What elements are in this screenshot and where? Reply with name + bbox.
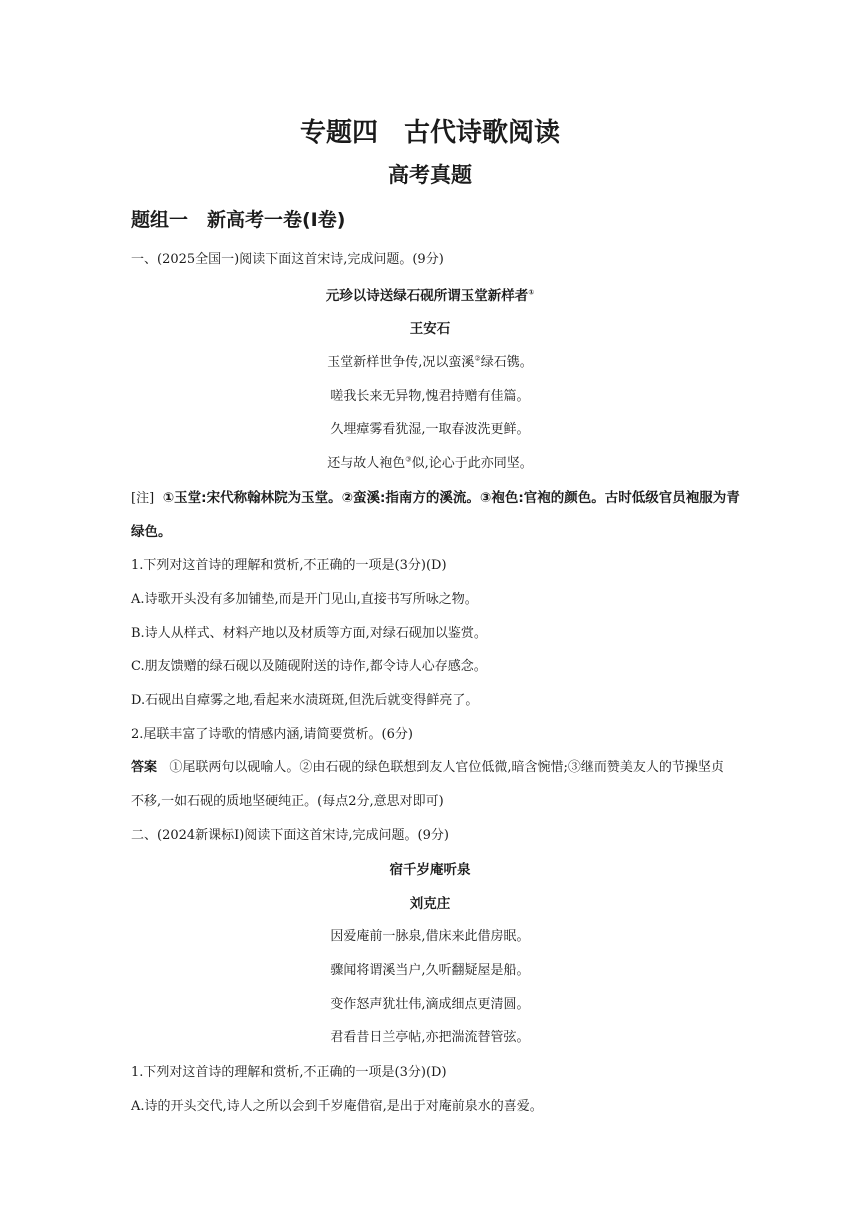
poem-line-text: 还与故人袍色 <box>327 456 406 471</box>
poem-title-text: 元珍以诗送绿石砚所谓玉堂新样者 <box>325 288 529 304</box>
annotation-label: [注] <box>131 491 155 506</box>
option-a: A.诗歌开头没有多加铺垫,而是开门见山,直接书写所咏之物。 <box>131 592 478 607</box>
poem-author: 刘克庄 <box>409 896 451 912</box>
option-b: B.诗人从样式、材料产地以及材质等方面,对绿石砚加以鉴赏。 <box>131 626 487 641</box>
answer-label: 答案 <box>131 760 158 775</box>
question-1: 1.下列对这首诗的理解和赏析,不正确的一项是(3分)(D) <box>131 558 447 573</box>
annotation-text: ①玉堂:宋代称翰林院为玉堂。②蛮溪:指南方的溪流。③袍色:官袍的颜色。古时低级官员袍服为青 <box>162 490 740 506</box>
note-marker: ① <box>528 288 535 297</box>
question-2: 2.尾联丰富了诗歌的情感内涵,请简要赏析。(6分) <box>131 727 413 742</box>
poem-line <box>0 418 860 437</box>
option-a: A.诗的开头交代,诗人之所以会到千岁庵借宿,是出于对庵前泉水的喜爱。 <box>131 1099 543 1114</box>
annotation <box>131 486 740 506</box>
note-marker: ② <box>474 354 481 363</box>
question-intro: 二、(2024新课标Ⅰ)阅读下面这首宋诗,完成问题。(9分) <box>131 828 449 843</box>
page-title: 专题四 古代诗歌阅读 <box>299 118 560 148</box>
poem-line-text: 嗟我长来无异物,愧君持赠有佳篇。 <box>330 389 530 404</box>
answer-continuation: 不移,一如石砚的质地坚硬纯正。(每点2分,意思对即可) <box>131 794 444 809</box>
poem-line <box>0 452 860 471</box>
poem-line-text: 绿石镌。 <box>480 355 533 370</box>
poem-line: 变作怒声犹壮伟,滴成细点更清圆。 <box>330 997 530 1012</box>
option-c: C.朋友馈赠的绿石砚以及随砚附送的诗作,都令诗人心存感念。 <box>131 659 487 674</box>
poem-title <box>0 284 860 304</box>
question-1: 1.下列对这首诗的理解和赏析,不正确的一项是(3分)(D) <box>131 1065 447 1080</box>
section-subtitle: 高考真题 <box>388 163 472 187</box>
poem-author: 王安石 <box>409 321 451 337</box>
poem-line: 因爱庵前一脉泉,借床来此借房眠。 <box>330 929 530 944</box>
poem-line <box>0 385 860 404</box>
poem-line-text: 玉堂新样世争传,况以蛮溪 <box>327 355 475 370</box>
answer-text: ①尾联两句以砚喻人。②由石砚的绿色联想到友人官位低微,暗含惋惜;③继而赞美友人的节操坚贞 <box>169 760 724 775</box>
question-intro: 一、(2025全国一)阅读下面这首宋诗,完成问题。(9分) <box>131 252 444 267</box>
poem-line-text: 久埋瘴雾看犹湿,一取春波洗更鲜。 <box>330 422 530 437</box>
poem-title: 宿千岁庵听泉 <box>389 862 471 878</box>
answer <box>131 756 724 775</box>
poem-line: 君看昔日兰亭帖,亦把湍流替管弦。 <box>330 1030 530 1045</box>
poem-line <box>0 351 860 370</box>
option-d: D.石砚出自瘴雾之地,看起来水渍斑斑,但洗后就变得鲜亮了。 <box>131 693 479 708</box>
question-group-heading: 题组一 新高考一卷(Ⅰ卷) <box>131 209 346 231</box>
note-marker: ③ <box>405 455 412 464</box>
poem-line: 骤闻将谓溪当户,久听翻疑屋是船。 <box>330 963 530 978</box>
annotation-continuation: 绿色。 <box>131 524 172 540</box>
poem-line-text: 似,论心于此亦同坚。 <box>411 456 533 471</box>
